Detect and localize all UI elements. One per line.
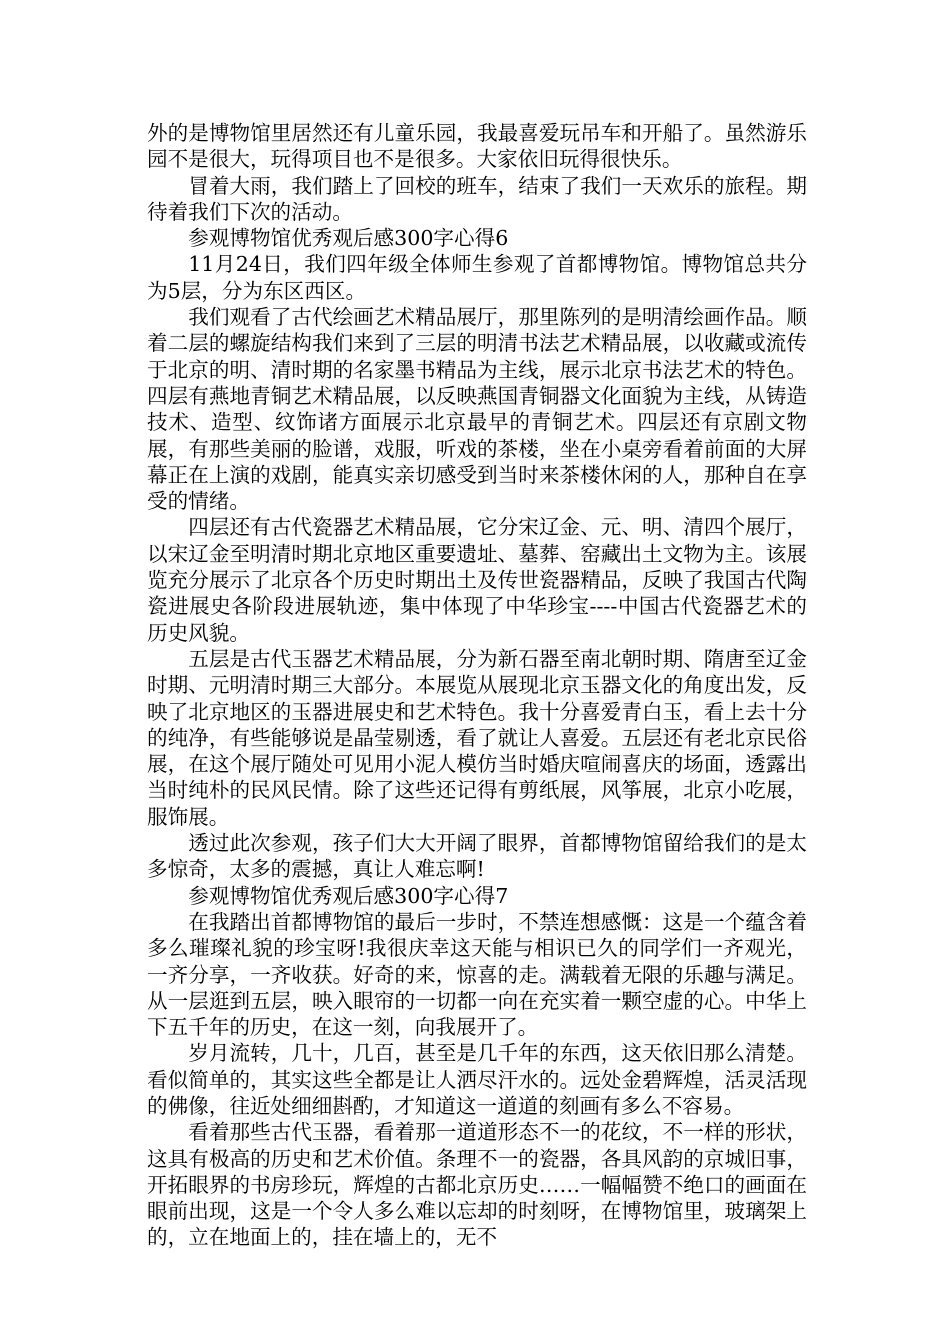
paragraph-continuation: 外的是博物馆里居然还有儿童乐园，我最喜爱玩吊车和开船了。虽然游乐园不是很大，玩得项目也不是很多。大家依旧玩得很快乐。 [147, 121, 807, 172]
document-body [147, 120, 807, 1251]
paragraph: 四层还有古代瓷器艺术精品展，它分宋辽金、元、明、清四个展厅，以宋辽金至明清时期北京地区重要遗址、墓葬、窑藏出土文物为主。该展览充分展示了北京各个历史时期出土及传世瓷器精品，反映了我国古代陶瓷进展史各阶段进展轨迹，集中体现了中华珍宝----中国古代瓷器艺术的历史风貌。 [147, 515, 807, 645]
paragraph: 透过此次参观，孩子们大大开阔了眼界，首都博物馆留给我们的是太多惊奇，太多的震撼，真让人难忘啊! [147, 831, 807, 882]
section-heading: 参观博物馆优秀观后感300字心得6 [188, 226, 509, 251]
paragraph: 看着那些古代玉器，看着那一道道形态不一的花纹，不一样的形状，这具有极高的历史和艺术价值。条理不一的瓷器，各具风韵的京城旧事，开拓眼界的书房珍玩，辉煌的古都北京历史……一幅幅赞不绝口的画面在眼前出现，这是一个令人多么难以忘却的时刻呀，在博物馆里，玻璃架上的，立在地面上的，挂在墙上的，无不 [147, 1120, 807, 1250]
paragraph: 11月24日，我们四年级全体师生参观了首都博物馆。博物馆总共分为5层，分为东区西区。 [147, 252, 807, 303]
paragraph: 岁月流转，几十，几百，甚至是几千年的东西，这天依旧那么清楚。看似简单的，其实这些全都是让人洒尽汗水的。远处金碧辉煌，活灵活现的佛像，往近处细细斟酌，才知道这一道道的刻画有多么不容易。 [147, 1041, 807, 1118]
paragraph: 我们观看了古代绘画艺术精品展厅，那里陈列的是明清绘画作品。顺着二层的螺旋结构我们来到了三层的明清书法艺术精品展，以收藏或流传于北京的明、清时期的名家墨书精品为主线，展示北京书法艺术的特色。四层有燕地青铜艺术精品展，以反映燕国青铜器文化面貌为主线，从铸造技术、造型、纹饰诸方面展示北京最早的青铜艺术。四层还有京剧文物展，有那些美丽的脸谱，戏服，听戏的茶楼，坐在小桌旁看着前面的大屏幕正在上演的戏剧，能真实亲切感受到当时来茶楼休闲的人，那种自在享受的情绪。 [147, 305, 807, 514]
paragraph: 五层是古代玉器艺术精品展，分为新石器至南北朝时期、隋唐至辽金时期、元明清时期三大部分。本展览从展现北京玉器文化的角度出发，反映了北京地区的玉器进展史和艺术特色。我十分喜爱青白玉，看上去十分的纯净，有些能够说是晶莹剔透，看了就让人喜爱。五层还有老北京民俗展，在这个展厅随处可见用小泥人模仿当时婚庆喧闹喜庆的场面，透露出当时纯朴的民风民情。除了这些还记得有剪纸展，风筝展，北京小吃展，服饰展。 [147, 646, 807, 829]
paragraph: 在我踏出首都博物馆的最后一步时，不禁连想感慨：这是一个蕴含着多么璀璨礼貌的珍宝呀!我很庆幸这天能与相识已久的同学们一齐观光，一齐分享，一齐收获。好奇的来，惊喜的走。满载着无限的乐趣与满足。从一层逛到五层，映入眼帘的一切都一向在充实着一颗空虚的心。中华上下五千年的历史，在这一刻，向我展开了。 [147, 909, 807, 1040]
paragraph: 冒着大雨，我们踏上了回校的班车，结束了我们一天欢乐的旅程。期待着我们下次的活动。 [147, 173, 807, 224]
section-heading: 参观博物馆优秀观后感300字心得7 [188, 883, 509, 908]
